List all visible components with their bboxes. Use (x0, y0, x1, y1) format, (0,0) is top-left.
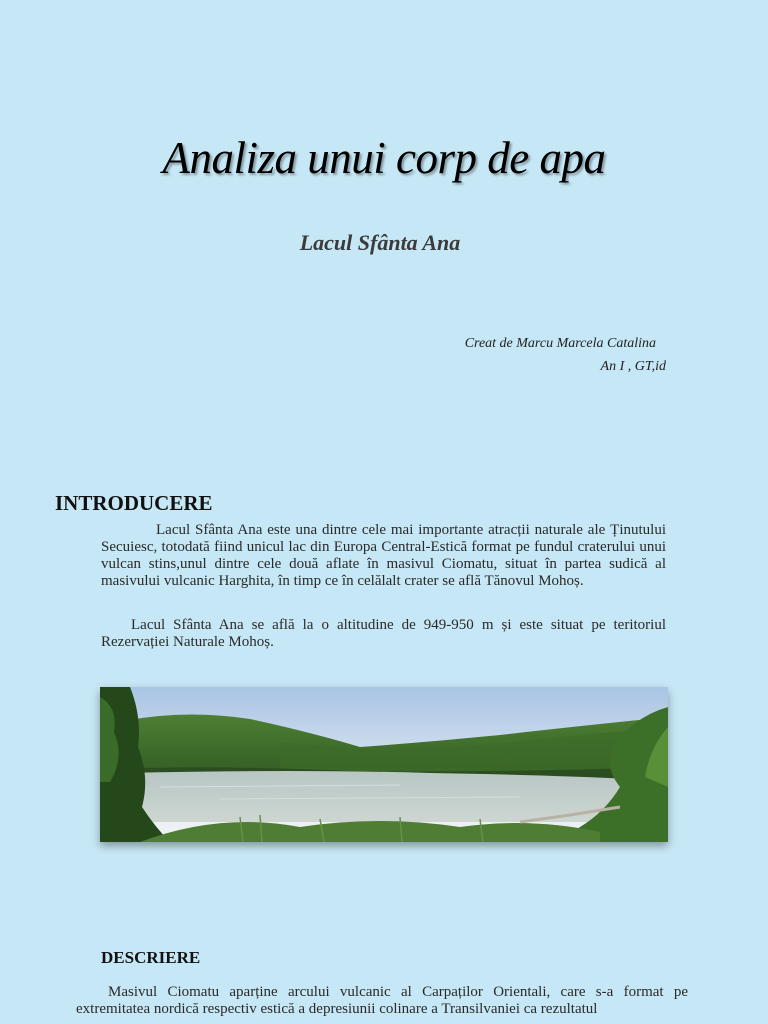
page-title: Analiza unui corp de apa (162, 133, 606, 183)
description-paragraph-1: Masivul Ciomatu aparține arcului vulcanic al Carpaților Orientali, care s-a format pe extremitatea nordică respectiv estică a depresiunii colinare a Transilvaniei ca rezultatul (76, 984, 688, 1017)
lake-photo (100, 687, 668, 842)
author-line: Creat de Marcu Marcela Catalina (464, 336, 656, 351)
introduction-paragraph-1: Lacul Sfânta Ana este una dintre cele mai importante atracții naturale ale Ținutului Secuiesc, totodată fiind unicul lac din Europa Central-Estică format pe fundul craterului unui vulcan stins,unul dintre cele două aflate în masivul Ciomatu, situat în partea sudică al masivului vulcanic Harghita, în timp ce în celălalt crater se află Tănovul Mohoș. (101, 522, 666, 589)
introduction-heading: INTRODUCERE (55, 491, 213, 515)
introduction-paragraph-2: Lacul Sfânta Ana se află la o altitudine de 949-950 m și este situat pe teritoriul Rezervației Naturale Mohoș. (101, 617, 666, 650)
page-subtitle: Lacul Sfânta Ana (299, 230, 461, 255)
course-line: An I , GT,id (600, 359, 666, 374)
description-heading: DESCRIERE (101, 948, 201, 967)
